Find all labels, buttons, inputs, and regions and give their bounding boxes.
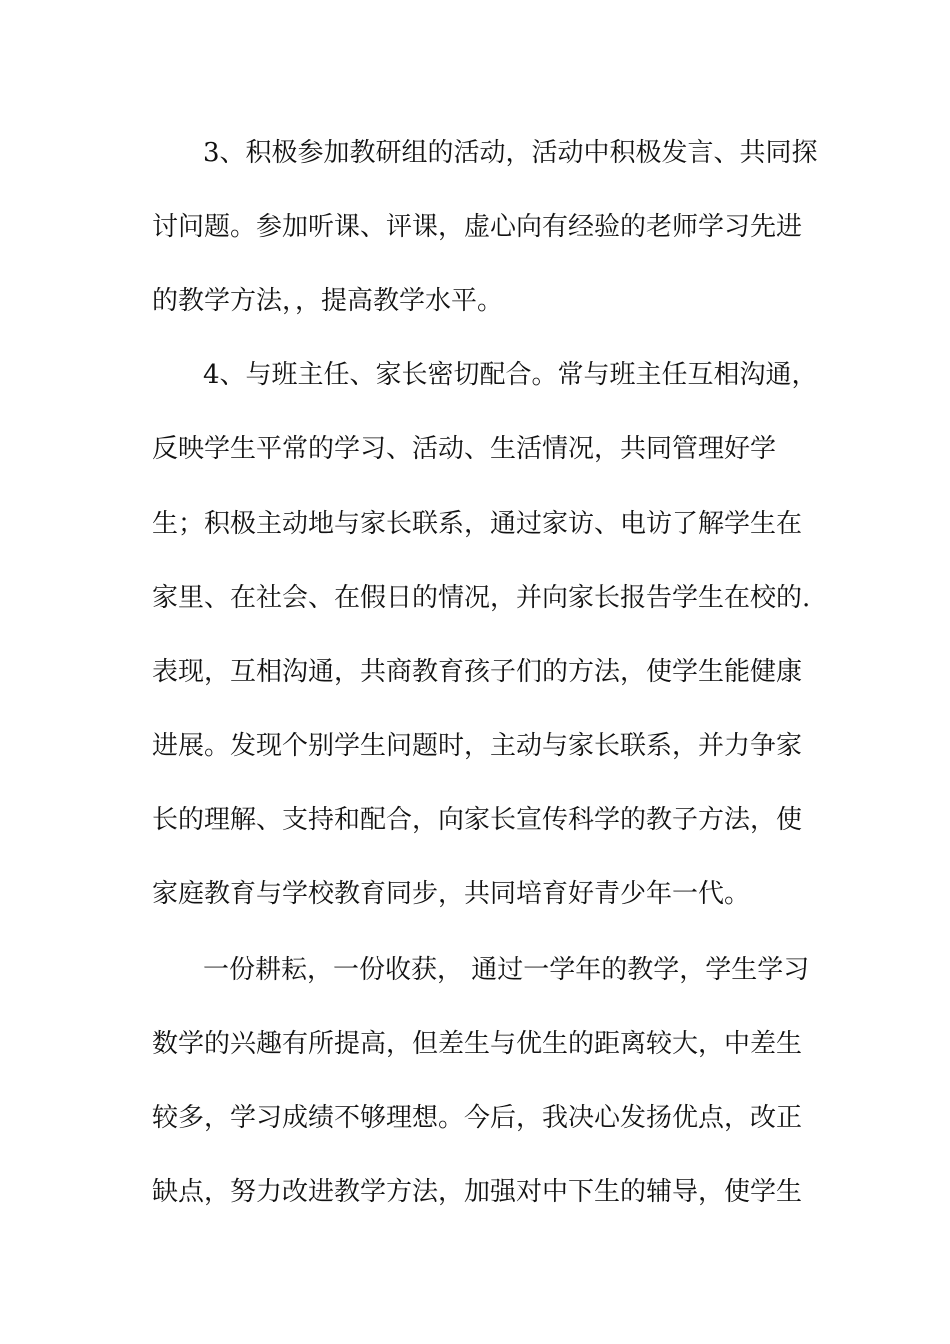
paragraph-summary-line-2: 数学的兴趣有所提高，但差生与优生的距离较大，中差生 bbox=[152, 1029, 803, 1059]
paragraph-summary-line-4: 缺点，努力改进教学方法，加强对中下生的辅导，使学生 bbox=[152, 1177, 803, 1207]
paragraph-4-line-2: 反映学生平常的学习、活动、生活情况，共同管理好学 bbox=[152, 434, 777, 464]
paragraph-3-line-3: 的教学方法，，提高教学水平。 bbox=[152, 286, 504, 316]
paragraph-4-line-6: 进展。发现个别学生问题时，主动与家长联系，并力争家 bbox=[152, 731, 803, 761]
paragraph-3-line-2: 讨问题。参加听课、评课，虚心向有经验的老师学习先进 bbox=[152, 212, 803, 242]
paragraph-4-line-1: 4、与班主任、家长密切配合。常与班主任互相沟通， bbox=[203, 360, 818, 390]
paragraph-4-line-3: 生；积极主动地与家长联系，通过家访、电访了解学生在 bbox=[152, 509, 803, 539]
paragraph-3-line-1: 3、积极参加教研组的活动，活动中积极发言、共同探 bbox=[203, 138, 818, 168]
paragraph-4-line-8: 家庭教育与学校教育同步，共同培育好青少年一代。 bbox=[152, 879, 751, 909]
paragraph-4-line-5: 表现，互相沟通，共商教育孩子们的方法，使学生能健康 bbox=[152, 657, 803, 687]
paragraph-summary-line-3: 较多，学习成绩不够理想。今后，我决心发扬优点，改正 bbox=[152, 1103, 803, 1133]
paragraph-summary-line-1: 一份耕耘，一份收获， 通过一学年的教学，学生学习 bbox=[203, 955, 810, 985]
paragraph-4-line-4: 家里、在社会、在假日的情况，并向家长报告学生在校的. bbox=[152, 583, 811, 613]
paragraph-4-line-7: 长的理解、支持和配合，向家长宣传科学的教子方法，使 bbox=[152, 805, 803, 835]
